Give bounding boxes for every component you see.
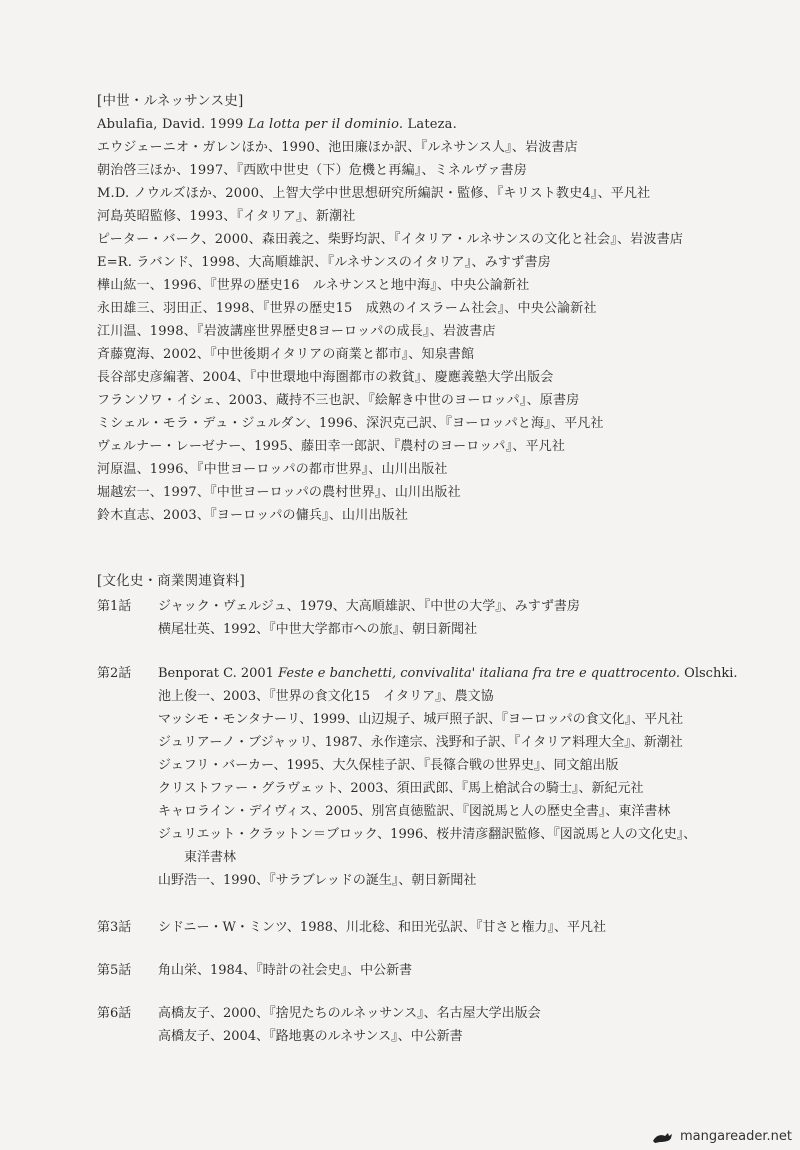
- entry-title: La lotta per il dominio.: [247, 117, 404, 132]
- bibliography-entry: ミシェル・モラ・デュ・ジュルダン、1996、深沢克己訳、『ヨーロッパと海』、平凡社: [97, 416, 604, 431]
- bibliography-entry: ジュリエット・クラットン＝ブロック、1996、桜井清彦翻訳監修、『図説馬と人の文化史』、: [158, 827, 697, 842]
- bibliography-entry: ジャック・ヴェルジュ、1979、大高順雄訳、『中世の大学』、みすず書房: [158, 599, 580, 614]
- bibliography-entry: 山野浩一、1990、『サラブレッドの誕生』、朝日新聞社: [158, 873, 477, 888]
- bibliography-entry: 鈴木直志、2003、『ヨーロッパの傭兵』、山川出版社: [97, 508, 409, 523]
- bibliography-entry: ピーター・バーク、2000、森田義之、柴野均訳、『イタリア・ルネサンスの文化と社会』、岩波書店: [97, 232, 684, 247]
- episode-label: 第3話: [97, 920, 132, 935]
- bibliography-entry-continuation: 東洋書林: [184, 850, 237, 865]
- episode-label: 第6話: [97, 1006, 132, 1021]
- bibliography-entry: 高橋友子、2004、『路地裏のルネサンス』、中公新書: [158, 1029, 463, 1044]
- bibliography-entry: 江川温、1998、『岩波講座世界歴史8ヨーロッパの成長』、岩波書店: [97, 324, 496, 339]
- watermark-text: mangareader.net: [680, 1129, 792, 1144]
- entry-publisher: Olschki.: [680, 666, 738, 681]
- bibliography-entry: エウジェーニオ・ガレンほか、1990、池田廉ほか訳、『ルネサンス人』、岩波書店: [97, 140, 578, 155]
- entry-author: Abulafia, David. 1999: [97, 117, 248, 132]
- bibliography-entry: 斉藤寛海、2002、『中世後期イタリアの商業と都市』、知泉書館: [97, 347, 475, 362]
- culture-section-heading: [文化史・商業関連資料]: [97, 573, 245, 589]
- bibliography-entry: フランソワ・イシェ、2003、蔵持不三也訳、『絵解き中世のヨーロッパ』、原書房: [97, 393, 580, 408]
- bibliography-entry: ジェフリ・バーカー、1995、大久保桂子訳、『長篠合戦の世界史』、同文舘出版: [158, 758, 619, 773]
- bibliography-entry: M.D. ノウルズほか、2000、上智大学中世思想研究所編訳・監修、『キリスト教史4』、平凡社: [97, 186, 651, 201]
- bibliography-entry: ヴェルナー・レーゼナー、1995、藤田幸一郎訳、『農村のヨーロッパ』、平凡社: [97, 439, 566, 454]
- bibliography-entry: 池上俊一、2003、『世界の食文化15 イタリア』、農文協: [158, 689, 494, 704]
- bibliography-entry-abulafia: [97, 116, 457, 133]
- bibliography-entry: 朝治啓三ほか、1997、『西欧中世史（下）危機と再編』、ミネルヴァ書房: [97, 163, 527, 178]
- bibliography-entry: 樺山紘一、1996、『世界の歴史16 ルネサンスと地中海』、中央公論新社: [97, 278, 530, 293]
- episode-label: 第1話: [97, 599, 132, 614]
- entry-author: Benporat C. 2001: [158, 666, 279, 681]
- bibliography-entry: シドニー・W・ミンツ、1988、川北稔、和田光弘訳、『甘さと権力』、平凡社: [158, 920, 607, 935]
- episode-label: 第5話: [97, 963, 132, 978]
- site-watermark: [651, 1129, 792, 1144]
- bibliography-entry: 河島英昭監修、1993、『イタリア』、新潮社: [97, 209, 356, 224]
- entry-publisher: Lateza.: [403, 117, 457, 132]
- bibliography-entry: 河原温、1996、『中世ヨーロッパの都市世界』、山川出版社: [97, 462, 448, 477]
- bibliography-entry: 高橋友子、2000、『捨児たちのルネッサンス』、名古屋大学出版会: [158, 1006, 541, 1021]
- bibliography-entry: ジュリアーノ・ブジャッリ、1987、永作達宗、浅野和子訳、『イタリア料理大全』、新潮社: [158, 735, 683, 750]
- bibliography-entry: E=R. ラバンド、1998、大高順雄訳、『ルネサンスのイタリア』、みすず書房: [97, 255, 551, 270]
- bibliography-entry: 永田雄三、羽田正、1998、『世界の歴史15 成熟のイスラーム社会』、中央公論新社: [97, 301, 597, 316]
- entry-title: Feste e banchetti, convivalita' italiana fra tre e quattrocento.: [278, 666, 681, 681]
- bibliography-entry: 横尾壮英、1992、『中世大学都市への旅』、朝日新聞社: [158, 622, 478, 637]
- episode-label: 第2話: [97, 666, 132, 681]
- bibliography-entry: 長谷部史彦編著、2004、『中世環地中海圏都市の救貧』、慶應義塾大学出版会: [97, 370, 554, 385]
- cat-silhouette-icon: [651, 1130, 677, 1144]
- medieval-section-heading: [中世・ルネッサンス史]: [97, 93, 244, 109]
- bibliography-entry: 角山栄、1984、『時計の社会史』、中公新書: [158, 963, 413, 978]
- bibliography-entry-benporat: [158, 665, 738, 682]
- bibliography-entry: 堀越宏一、1997、『中世ヨーロッパの農村世界』、山川出版社: [97, 485, 461, 500]
- bibliography-entry: キャロライン・デイヴィス、2005、別宮貞徳監訳、『図説馬と人の歴史全書』、東洋書林: [158, 804, 671, 819]
- bibliography-entry: マッシモ・モンタナーリ、1999、山辺規子、城戸照子訳、『ヨーロッパの食文化』、平凡社: [158, 712, 684, 727]
- bibliography-entry: クリストファー・グラヴェット、2003、須田武郎、『馬上槍試合の騎士』、新紀元社: [158, 781, 644, 796]
